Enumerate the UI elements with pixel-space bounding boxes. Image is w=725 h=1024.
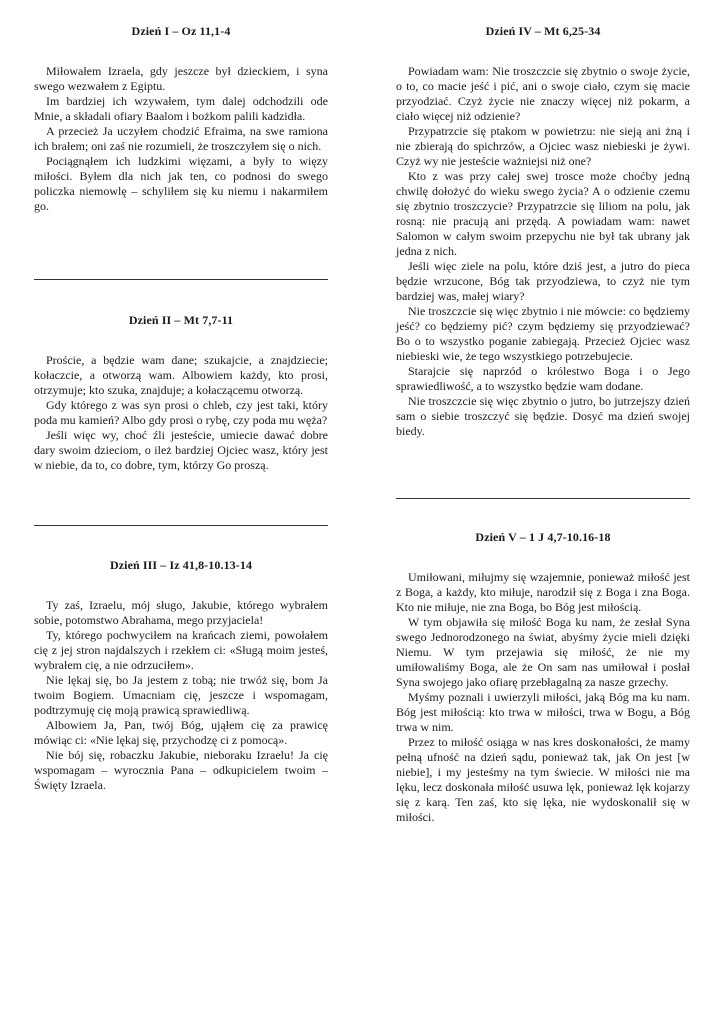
paragraph: W tym objawiła się miłość Boga ku nam, że zesłał Syna swego Jednorodzonego na świat, abyśmy życie mieli dzięki Niemu. W tym przejawia się miłość, że nie my umiłowaliśmy Boga, ale że On sam nas umiłował i posłał Syna swojego jako ofiarę przebłagalną za nasze grzechy. — [396, 615, 690, 689]
section-title: Dzień V – 1 J 4,7-10.16-18 — [475, 530, 611, 544]
section-divider — [34, 279, 328, 280]
paragraph: Starajcie się naprzód o królestwo Boga i o Jego sprawiedliwość, a to wszystko będzie wam dodane. — [396, 364, 690, 393]
paragraph: Kto z was przy całej swej trosce może choćby jedną chwilę dołożyć do wieku swego życia? A o odzienie czemu się zbytnio troszczycie? Przypatrzcie się liliom na polu, jak rosną: nie pracują ani przędą. A powiadam wam: nawet Salomon w całym swoim przepychu nie był tak ubrany jak jedna z nich. — [396, 169, 690, 258]
section-divider — [396, 498, 690, 499]
section-day-4 — [396, 24, 690, 439]
paragraph: Ty, którego pochwyciłem na krańcach ziemi, powołałem cię z jej stron najdalszych i rzekłem ci: «Sługą moim jesteś, wybrałem cię, a nie odrzuciłem». — [34, 628, 328, 672]
section-body — [396, 64, 690, 439]
paragraph: Albowiem Ja, Pan, twój Bóg, ująłem cię za prawicę mówiąc ci: «Nie lękaj się, przychodzę ci z pomocą». — [34, 718, 328, 747]
paragraph: Proście, a będzie wam dane; szukajcie, a znajdziecie; kołaczcie, a otworzą wam. Albowiem każdy, kto prosi, otrzymuje; kto szuka, znajduje; a kołaczącemu otworzą. — [34, 353, 328, 397]
paragraph: Umiłowani, miłujmy się wzajemnie, ponieważ miłość jest z Boga, a każdy, kto miłuje, narodził się z Boga i zna Boga. Kto nie miłuje, nie zna Boga, bo Bóg jest miłością. — [396, 570, 690, 614]
section-day-3 — [34, 558, 328, 793]
paragraph: A przecież Ja uczyłem chodzić Efraima, na swe ramiona ich brałem; oni zaś nie rozumieli, że troszczyłem się o nich. — [34, 124, 328, 153]
paragraph: Nie bój się, robaczku Jakubie, nieboraku Izraelu! Ja cię wspomagam – wyrocznia Pana – odkupicielem twoim – Święty Izraela. — [34, 748, 328, 792]
section-title: Dzień III – Iz 41,8-10.13-14 — [109, 558, 253, 572]
paragraph: Nie lękaj się, bo Ja jestem z tobą; nie trwóż się, bom Ja twoim Bogiem. Umacniam cię, jeszcze i wspomagam, podtrzymuję cię moją prawicą sprawiedliwą. — [34, 673, 328, 717]
paragraph: Jeśli więc ziele na polu, które dziś jest, a jutro do pieca będzie wrzucone, Bóg tak przyodziewa, to czyż nie tym bardziej was, małej wiary? — [396, 259, 690, 303]
section-title: Dzień I – Oz 11,1-4 — [131, 24, 231, 38]
section-body — [34, 353, 328, 473]
paragraph: Ty zaś, Izraelu, mój sługo, Jakubie, którego wybrałem sobie, potomstwo Abrahama, mego przyjaciela! — [34, 598, 328, 627]
paragraph: Nie troszczcie się więc zbytnio o jutro, bo jutrzejszy dzień sam o siebie troszczyć się będzie. Dosyć ma dzień swojej biedy. — [396, 394, 690, 438]
paragraph: Nie troszczcie się więc zbytnio i nie mówcie: co będziemy jeść? co będziemy pić? czym będziemy się przyodziewać? Bo o to wszystko poganie zabiegają. Przecież Ojciec wasz niebieski wie, że tego wszystkiego potrzebujecie. — [396, 304, 690, 363]
paragraph: Gdy którego z was syn prosi o chleb, czy jest taki, który poda mu kamień? Albo gdy prosi o rybę, czy poda mu węża? — [34, 398, 328, 427]
section-title: Dzień IV – Mt 6,25-34 — [485, 24, 601, 38]
section-title: Dzień II – Mt 7,7-11 — [128, 313, 234, 327]
paragraph: Im bardziej ich wzywałem, tym dalej odchodzili ode Mnie, a składali ofiary Baalom i bożkom palili kadzidła. — [34, 94, 328, 123]
paragraph: Powiadam wam: Nie troszczcie się zbytnio o swoje życie, o to, co macie jeść i pić, ani o swoje ciało, czym się macie przyodziać. Czyż życie nie znaczy więcej niż pokarm, a ciało więcej niż odzienie? — [396, 64, 690, 123]
paragraph: Przypatrzcie się ptakom w powietrzu: nie sieją ani żną i nie zbierają do spichrzów, a Ojciec wasz niebieski je żywi. Czyż wy nie jesteście ważniejsi niż one? — [396, 124, 690, 168]
section-day-2 — [34, 313, 328, 473]
section-body — [34, 64, 328, 214]
section-body — [396, 570, 690, 825]
section-day-1 — [34, 24, 328, 214]
paragraph: Pociągnąłem ich ludzkimi więzami, a były to więzy miłości. Byłem dla nich jak ten, co podnosi do swego policzka niemowlę – schyliłem się ku niemu i nakarmiłem go. — [34, 154, 328, 213]
paragraph: Miłowałem Izraela, gdy jeszcze był dzieckiem, i syna swego wezwałem z Egiptu. — [34, 64, 328, 93]
paragraph: Jeśli więc wy, choć źli jesteście, umiecie dawać dobre dary swoim dzieciom, o ileż bardziej Ojciec wasz, który jest w niebie, da to, co dobre, tym, którzy Go proszą. — [34, 428, 328, 472]
paragraph: Myśmy poznali i uwierzyli miłości, jaką Bóg ma ku nam. Bóg jest miłością: kto trwa w miłości, trwa w Bogu, a Bóg trwa w nim. — [396, 690, 690, 734]
paragraph: Przez to miłość osiąga w nas kres doskonałości, że mamy pełną ufność na dzień sądu, ponieważ tak, jak On jest [w niebie], i my jesteśmy na tym świecie. W miłości nie ma lęku, lecz doskonała miłość usuwa lęk, ponieważ lęk kojarzy się z karą. Ten zaś, kto się lęka, nie wydoskonalił się w miłości. — [396, 735, 690, 824]
section-day-5 — [396, 530, 690, 825]
section-divider — [34, 525, 328, 526]
section-body — [34, 598, 328, 793]
